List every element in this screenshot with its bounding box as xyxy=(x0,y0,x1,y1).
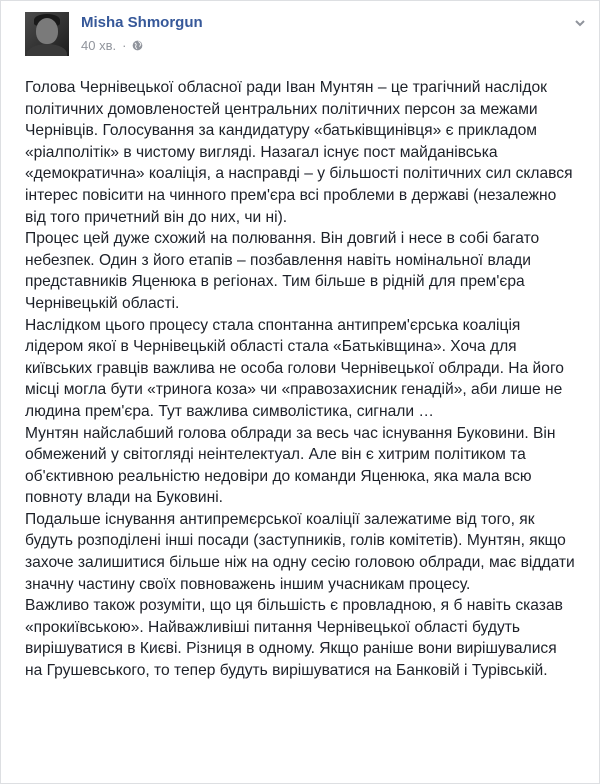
post-paragraph: Важливо також розуміти, що ця більшість є провладною, я б навіть сказав «прокиївською». Найважливіші питання Чернівецької області будуть вирішуватися в Києві. Різниця в одному. Якщо раніше вони вирішувалися на Грушевського, то тепер будуть вирішуватися на Банковій і Турівській. xyxy=(25,597,563,680)
post-body xyxy=(25,77,577,682)
chevron-down-icon[interactable] xyxy=(573,16,587,30)
avatar[interactable] xyxy=(25,12,69,56)
post-timestamp[interactable]: 40 хв. xyxy=(81,38,117,53)
avatar-shoulders xyxy=(27,44,67,56)
avatar-face xyxy=(36,18,58,44)
meta-separator: · xyxy=(122,38,127,53)
globe-icon[interactable] xyxy=(132,40,143,51)
post-paragraph: Голова Чернівецької обласної ради Іван Мунтян – це трагічний наслідок політичних домовленостей центральних політичних персон за межами Чернівців. Голосування за кандидатуру «батьківщинівця» є прикладом «ріалполітік» в чистому вигляді. Назагал існує пост майданівська «демократична» коаліція, а насправді – у більшості політичних сил склався інтерес повісити на чинного прем'єра всі проблеми в державі (незалежно від того причетний він до них, чи ні). xyxy=(25,79,573,226)
post-header xyxy=(25,12,587,68)
post-paragraph: Процес цей дуже схожий на полювання. Він довгий і несе в собі багато небезпек. Один з його етапів – позбавлення навіть номінальної влади представників Яценюка в регіонах. Тим більше в рідній для прем'єра Чернівецькій області. xyxy=(25,230,540,312)
post-paragraph: Мунтян найслабший голова облради за весь час існування Буковини. Він обмежений у світогляді неінтелектуал. Але він є хитрим політиком та об'єктивною реальністю недовіри до команди Яценюка, яка мала всю повноту влади на Буковині. xyxy=(25,424,556,507)
post-paragraph: Наслідком цього процесу стала спонтанна антипрем'єрська коаліція лідером якої в Чернівецькій області стала «Батьківщина». Хоча для київських гравців важлива не особа голови Чернівецької облради. На його місці могла бути «тринога коза» чи «правозахисник генадій», аби лише не людина прем'єра. Тут важлива символістика, сигнали … xyxy=(25,316,564,420)
author-name[interactable]: Misha Shmorgun xyxy=(81,14,203,31)
post-paragraph: Подальше існування антипремєрської коаліції залежатиме від того, як будуть розподілені інші посади (заступників, голів комітетів). Мунтян, якщо захоче залишитися більше ніж на одну сесію головою облради, має віддати значну частину своїх повноважень іншим учасникам процесу. xyxy=(25,510,575,593)
post-meta xyxy=(81,38,143,53)
